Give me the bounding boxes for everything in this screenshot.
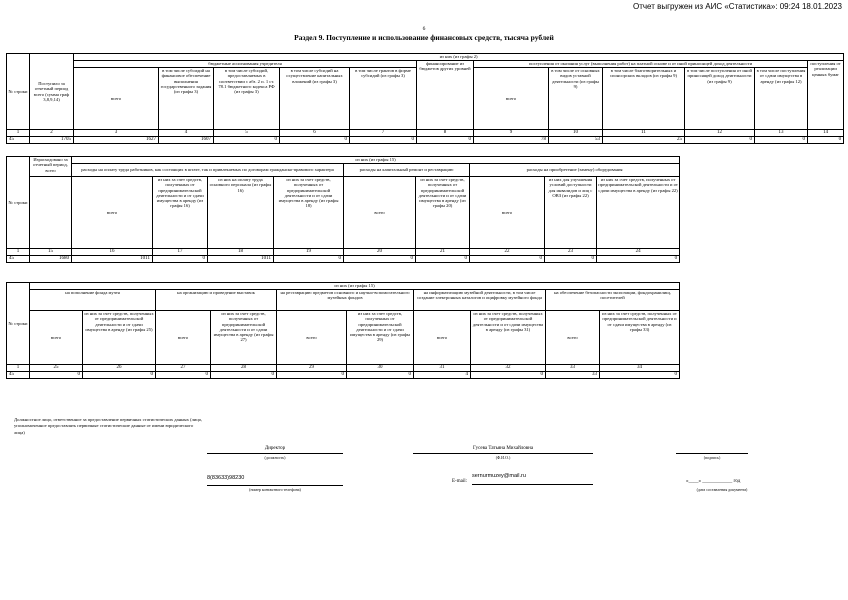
- table-cell: 33: [546, 372, 600, 379]
- table-cell: 0: [545, 256, 597, 263]
- col32-header: из них за счет средств, полученных от предпринимательской деятельности и от сдачи имущества в аренду (из графы 31): [471, 311, 546, 365]
- page-number: 6: [422, 26, 426, 32]
- col-number: 21: [416, 249, 470, 256]
- col20-header: всего: [344, 177, 416, 249]
- table-cell: 4: [414, 372, 471, 379]
- table-cell: 0: [280, 137, 350, 144]
- col12-header: в том числе поступления от иной приносящей доход деятельности (из графы 9): [685, 68, 755, 130]
- col19-header: из них за счет средств, полученных от предпринимательской деятельности и от сдачи имущества в аренду (из графы 18): [274, 177, 344, 249]
- col-number: 9: [474, 130, 549, 137]
- table-cell: 0: [808, 137, 844, 144]
- export-note: Отчет выгружен из АИС «Статистика»: 09:24 18.01.2023: [632, 2, 842, 11]
- col13-header: в том числе поступления от сдачи имущества в аренду (из графы 12): [755, 68, 808, 130]
- table-cell: 78: [474, 137, 549, 144]
- group-header: из них (из графы 15): [72, 157, 680, 164]
- col-number: 11: [603, 130, 685, 137]
- col-number: 18: [208, 249, 274, 256]
- col10-header: в том числе от основных видов уставной деятельности (из графы 9): [549, 68, 603, 130]
- name-caption: (Ф.И.О.): [495, 455, 511, 460]
- col-number: 28: [211, 365, 277, 372]
- col-number: 1: [7, 365, 30, 372]
- col28-header: из них за счет средств, полученных от предпринимательской деятельности и от сдачи имущества в аренду (из графы 27): [211, 311, 277, 365]
- table-cell: 1011: [208, 256, 274, 263]
- col-number: 20: [344, 249, 416, 256]
- email-line: [472, 484, 593, 485]
- col-number: 22: [470, 249, 545, 256]
- repair-header: расходы на капитальный ремонт и реставрацию: [344, 164, 470, 177]
- table-cell: 45: [7, 372, 30, 379]
- col25-header: всего: [30, 311, 83, 365]
- col-number: 25: [30, 365, 83, 372]
- col-number: 29: [277, 365, 347, 372]
- table-cell: 53: [549, 137, 603, 144]
- date-value: «____» ____________ год: [686, 479, 741, 484]
- sign-line: [676, 453, 748, 454]
- restoration-header: на реставрацию предметов основного и научно-вспомогательного музейных фондов: [277, 290, 414, 311]
- section-title: Раздел 9. Поступление и использование финансовых средств, тысяча рублей: [294, 33, 554, 42]
- col-number: 10: [549, 130, 603, 137]
- col15-header: Израсходовано за отчетный период, всего: [30, 157, 72, 177]
- col-number: 34: [600, 365, 680, 372]
- expense-table: [6, 156, 680, 263]
- col30-header: из них за счет средств, полученных от предпринимательской деятельности и от сдачи имущества в аренду (из графы 29): [347, 311, 414, 365]
- table-cell: 0: [153, 256, 208, 263]
- col14-header: поступления от реализации ценных бумаг: [808, 61, 844, 130]
- table-cell: 0: [344, 256, 416, 263]
- col-number: 24: [597, 249, 680, 256]
- exhibition-header: на организацию и проведение выставок: [156, 290, 277, 311]
- responsible-person-note: Должностное лицо, ответственное за предоставление первичных статистических данных (лицо, уполномоченное предоставлять первичные статистические данные от имени юридического лица): [14, 417, 203, 435]
- position-value: Директор: [264, 446, 286, 451]
- col16-header: всего: [72, 177, 153, 249]
- col-number: 4: [159, 130, 214, 137]
- security-header: на обеспечение безопасности экспозиции, фондохранилищ, посетителей: [546, 290, 680, 311]
- col-number: 12: [685, 130, 755, 137]
- col15-blank: [30, 177, 72, 249]
- col6-header: в том числе субсидий на осуществление капитальных вложений (из графы 3): [280, 68, 350, 130]
- col-number: 16: [72, 249, 153, 256]
- col-number: 6: [280, 130, 350, 137]
- table-cell: 1607: [159, 137, 214, 144]
- col23-header: из них для улучшения условий доступности для инвалидов и лиц с ОВЗ (из графы 22): [545, 177, 597, 249]
- name-value: Гусева Татьяна Михайловна: [472, 446, 534, 451]
- name-line: [413, 453, 593, 454]
- col-number: 1: [7, 130, 30, 137]
- phone-caption: (номер контактного телефона): [249, 487, 301, 492]
- col-number: 2: [30, 130, 74, 137]
- col-number: 23: [545, 249, 597, 256]
- table-cell: 0: [30, 372, 83, 379]
- rowno-header: № строки: [7, 283, 30, 365]
- email-value: sernurmuzey@mail.ru: [472, 473, 526, 479]
- phone-value: 8(83633)98230: [207, 475, 245, 481]
- labor-header: расходы на оплату труда работников, как состоящих в штате, так и привлекаемых по договорам гражданско-правового характера: [72, 164, 344, 177]
- email-label: E-mail:: [452, 479, 467, 484]
- table-cell: 0: [470, 256, 545, 263]
- col-number: 33: [546, 365, 600, 372]
- col-number: 32: [471, 365, 546, 372]
- table-cell: 1011: [72, 256, 153, 263]
- table-cell: 45: [7, 256, 30, 263]
- col22-header: всего: [470, 177, 545, 249]
- table-cell: 0: [350, 137, 417, 144]
- col9-header: всего: [474, 68, 549, 130]
- date-caption: (дата составления документа): [696, 487, 748, 492]
- table-cell: 1627: [74, 137, 159, 144]
- col-number: 27: [156, 365, 211, 372]
- col-number: 13: [755, 130, 808, 137]
- col-number: 3: [74, 130, 159, 137]
- col-number: 5: [214, 130, 280, 137]
- equip-header: расходы на приобретение (замену) оборудования: [470, 164, 680, 177]
- col17-header: из них за счет средств, полученных от предпринимательской деятельности и от сдачи имущества в аренду (из графы 16): [153, 177, 208, 249]
- group-header: из них (из графы 2): [74, 54, 844, 61]
- col24-header: из них за счет средств, полученных от предпринимательской деятельности и от сдачи имущества в аренду (из графы 22): [597, 177, 680, 249]
- table-cell: 0: [417, 137, 474, 144]
- position-line: [207, 453, 343, 454]
- table-cell: 0: [156, 372, 211, 379]
- services-header: поступления от оказания услуг (выполнения работ) на платной основе и от иной приносящей доход деятельности: [474, 61, 808, 68]
- table-cell: 0: [685, 137, 755, 144]
- col29-header: всего: [277, 311, 347, 365]
- col-number: 14: [808, 130, 844, 137]
- table-cell: 0: [600, 372, 680, 379]
- fund-header: на пополнение фонда музея: [30, 290, 156, 311]
- position-caption: (должность): [264, 455, 286, 460]
- col7-header: в том числе грантов в форме субсидий (из графы 3): [350, 68, 417, 130]
- col33-header: всего: [546, 311, 600, 365]
- col18-header: из них на оплату труда основного персонала (из графы 16): [208, 177, 274, 249]
- phone-line: [207, 485, 343, 486]
- table-cell: 0: [83, 372, 156, 379]
- col-number: 30: [347, 365, 414, 372]
- budget-header: бюджетные ассигнования учредителя: [74, 61, 417, 68]
- col31-header: всего: [414, 311, 471, 365]
- col26-header: из них за счет средств, полученных от предпринимательской деятельности и от сдачи имущества в аренду (из графы 25): [83, 311, 156, 365]
- col5-header: в том числе субсидий, предоставляемых в соответствии с абз. 2 п. 1 ст. 78.1 бюджетного кодекса РФ (из графы 3): [214, 68, 280, 130]
- col21-header: из них за счет средств, полученных от предпринимательской деятельности и от сдачи имущества в аренду (из графы 20): [416, 177, 470, 249]
- col-number: 15: [30, 249, 72, 256]
- table-cell: 25: [603, 137, 685, 144]
- table-cell: 0: [471, 372, 546, 379]
- group-header: из них (из графы 15): [30, 283, 680, 290]
- col11-header: в том числе благотворительных и спонсорских вкладов (из графы 9): [603, 68, 685, 130]
- table-cell: 0: [597, 256, 680, 263]
- col2-header: Поступило за отчетный период всего (сумма граф 3,8,9,14): [30, 54, 74, 130]
- table-cell: 0: [277, 372, 347, 379]
- table-cell: 45: [7, 137, 30, 144]
- table-cell: 0: [274, 256, 344, 263]
- rowno-header: № строки: [7, 157, 30, 249]
- col8-header: финансирование из бюджетов других уровней: [417, 61, 474, 130]
- col27-header: всего: [156, 311, 211, 365]
- table-cell: 0: [347, 372, 414, 379]
- informatization-header: на информатизацию музейной деятельности, в том числе создание электронных каталогов и оцифровку музейного фонда: [414, 290, 546, 311]
- col-number: 7: [350, 130, 417, 137]
- col-number: 8: [417, 130, 474, 137]
- col-number: 26: [83, 365, 156, 372]
- table-cell: 0: [211, 372, 277, 379]
- col34-header: из них за счет средств, полученных от предпринимательской деятельности и от сдачи имущества в аренду (из графы 33): [600, 311, 680, 365]
- table-cell: 0: [755, 137, 808, 144]
- table-cell: 1705: [30, 137, 74, 144]
- col4-header: в том числе субсидий на финансовое обеспечение выполнения государственного задания (из графы 3): [159, 68, 214, 130]
- col-number: 17: [153, 249, 208, 256]
- museum-expense-table: [6, 282, 680, 379]
- table-cell: 0: [214, 137, 280, 144]
- table-cell: 0: [416, 256, 470, 263]
- col-number: 31: [414, 365, 471, 372]
- col-number: 1: [7, 249, 30, 256]
- sign-caption: (подпись): [703, 455, 721, 460]
- income-table: [6, 53, 844, 144]
- rowno-header: № строки: [7, 54, 30, 130]
- col3-header: всего: [74, 68, 159, 130]
- col-number: 19: [274, 249, 344, 256]
- table-cell: 1680: [30, 256, 72, 263]
